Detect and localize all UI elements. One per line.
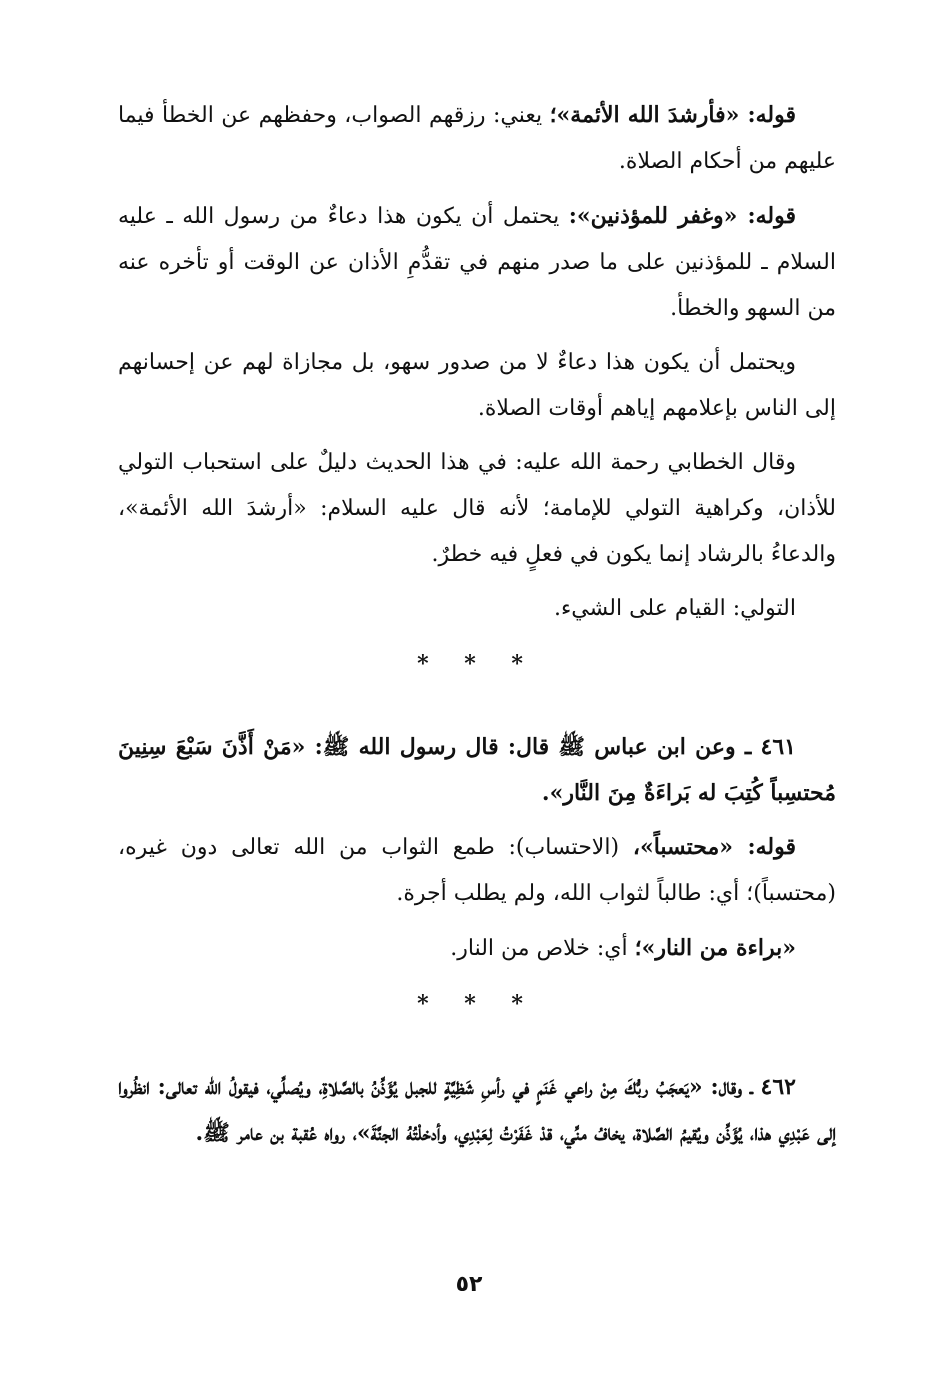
paragraph-2: [118, 193, 836, 332]
commentary-461-a: [118, 824, 836, 917]
label-c1: قوله: «محتسباً»،: [632, 834, 796, 860]
section-separator-2: * * *: [417, 991, 537, 1017]
text-c2: أي: خلاص من النار.: [450, 936, 635, 961]
label-1: قوله: «فأرشدَ الله الأئمة»؛: [549, 102, 796, 128]
text-1: يعني: رزقهم الصواب، وحفظهم عن الخطأ فيما عليهم من أحكام الصلاة.: [118, 103, 836, 174]
section-separator: * * *: [417, 651, 537, 677]
label-2: قوله: «وغفر للمؤذنين»:: [568, 203, 796, 229]
paragraph-1: [118, 92, 836, 185]
page-body: [118, 92, 836, 1164]
paragraph-3: ويحتمل أن يكون هذا دعاءٌ لا من صدور سهو، بل مجازاة لهم عن إحسانهم إلى الناس بإعلامهم إياهم أوقات الصلاة.: [118, 350, 836, 421]
text-2: يحتمل أن يكون هذا دعاءٌ من رسول الله ـ عليه السلام ـ للمؤذنين على ما صدر منهم في تقدُّمِ الأذان عن الوقت أو تأخره عنه من السهو والخطأ.: [118, 204, 836, 321]
paragraph-4: وقال الخطابي رحمة الله عليه: في هذا الحديث دليلٌ على استحباب التولي للأذان، وكراهية التولي للإمامة؛ لأنه قال عليه السلام: «أرشدَ الله الأئمة»، والدعاءُ بالرشاد إنما يكون في فعلٍ فيه خطرٌ.: [118, 450, 836, 567]
page-number: ٥٢: [455, 1272, 483, 1297]
label-c2: «براءة من النار»؛: [634, 935, 796, 961]
hadith-462: ٤٦٢ ـ وقال: «يَعجَبُ ربُّكَ مِنْ راعي غَنَمٍ في رأسِ شَظِيَّةٍ للجبل يُؤَذِّنُ بالصَّلاةِ، ويُصلِّي، فيقولُ الله تعالى: انظُروا إلى عَبْدِي هذا، يُؤَذِّن ويُقيمُ الصَّلاة، يخافُ منِّي، قدْ غَفَرْتُ لِعَبْدِي، وأدخلْتُهُ الجنَّةَ»، رواه عُقبة بن عامر ﷺ.: [118, 1074, 836, 1146]
commentary-461-b: [118, 925, 836, 972]
hadith-461: ٤٦١ ـ وعن ابن عباس ﷺ قال: قال رسول الله ﷺ: «مَنْ أَذَّنَ سَبْعَ سِنِينَ مُحتسِباً كُتِبَ له بَراءَةٌ مِنَ النَّار».: [118, 734, 836, 806]
text-c1: (الاحتساب): طمع الثواب من الله تعالى دون غيره، (محتسباً)؛ أي: طالباً لثواب الله، ولم يطلب أجرة.: [118, 835, 836, 906]
paragraph-5: التولي: القيام على الشيء.: [553, 596, 796, 621]
